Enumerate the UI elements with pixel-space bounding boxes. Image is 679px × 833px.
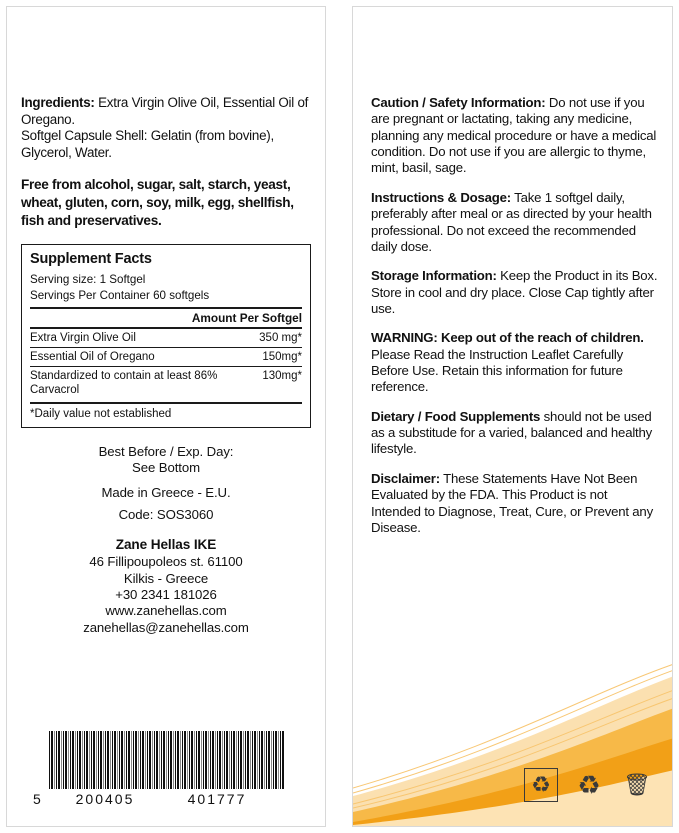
best-before-line1: Best Before / Exp. Day:	[98, 443, 234, 459]
tidyman-glyph: 🗑	[623, 772, 651, 797]
company-phone: +30 2341 181026	[115, 586, 217, 602]
disclaimer-section	[371, 471, 658, 536]
supplement-facts-title: Supplement Facts	[30, 251, 152, 268]
nutrient-name: Standardized to contain at least 86% Carvacrol	[30, 370, 218, 397]
company-city: Kilkis - Greece	[123, 570, 209, 586]
supplement-facts-table	[21, 244, 311, 427]
company-name: Zane Hellas IKE	[115, 537, 217, 553]
barcode-block	[33, 731, 299, 808]
best-before-line2: See Bottom	[132, 460, 200, 476]
dietary-body: should not be used as a substitude for a varied, balanced and healthy lifestyle.	[371, 408, 653, 457]
storage-body: Keep the Product in its Box. Store in cool and dry place. Close Cap tightly after use.	[371, 268, 658, 316]
right-panel	[352, 6, 673, 827]
table-row	[30, 347, 302, 366]
serving-size: Serving size: 1 Softgel	[30, 273, 146, 287]
table-row	[30, 366, 302, 400]
free-from-text: Free from alcohol, sugar, salt, starch, yeast, wheat, gluten, corn, soy, milk, egg, shellfish, fish and preservatives.	[21, 177, 294, 228]
best-before-block	[21, 444, 311, 523]
recycle-icon	[572, 768, 606, 802]
made-in-line: Made in Greece - E.U.	[101, 484, 231, 500]
dietary-heading: Dietary / Food Supplements	[371, 408, 541, 424]
instructions-heading: Instructions & Dosage:	[371, 189, 511, 205]
left-panel	[6, 6, 326, 827]
ingredients-label: Ingredients:	[21, 95, 95, 110]
product-code: Code: SOS3060	[118, 506, 214, 522]
green-dot-recycling-icon	[524, 768, 558, 802]
nutrient-name: Essential Oil of Oregano	[30, 350, 155, 363]
company-address: 46 Fillipoupoleos st. 61100	[89, 554, 243, 570]
nutrient-amount: 150mg*	[262, 350, 302, 363]
right-panel-content	[371, 95, 658, 549]
nutrient-amount: 130mg*	[262, 370, 302, 383]
barcode-left-group: 200405	[75, 790, 135, 807]
servings-per-container: Servings Per Container 60 softgels	[30, 288, 210, 302]
ingredients-line2: Softgel Capsule Shell: Gelatin (from bovine), Glycerol, Water.	[21, 128, 274, 160]
nutrient-name: Extra Virgin Olive Oil	[30, 331, 136, 344]
decorative-swoosh	[353, 646, 672, 826]
ingredients-block	[21, 95, 311, 161]
storage-section	[371, 268, 658, 317]
disclaimer-heading: Disclaimer:	[371, 470, 440, 486]
company-block	[21, 537, 311, 636]
disclaimer-body: These Statements Have Not Been Evaluated by the FDA. This Product is not Intended to Diagnose, Treat, Cure, or Prevent any Disease.	[371, 470, 653, 535]
instructions-section	[371, 190, 658, 255]
table-rule-top	[30, 307, 302, 309]
compliance-icons	[524, 768, 654, 802]
caution-section	[371, 95, 658, 177]
barcode-digits	[33, 791, 299, 808]
company-website: www.zanehellas.com	[105, 603, 227, 619]
daily-value-footnote: *Daily value not established	[30, 402, 302, 421]
barcode-image	[49, 731, 285, 789]
ingredients-text: Extra Virgin Olive Oil, Essential Oil of Oregano.	[21, 95, 309, 127]
recycle-glyph: ♻	[577, 770, 601, 800]
storage-heading: Storage Information:	[371, 268, 497, 284]
nutrient-amount: 350 mg*	[259, 331, 302, 344]
warning-body: Please Read the Instruction Leaflet Carefully Before Use. Retain this information for future reference.	[371, 346, 623, 395]
caution-body: Do not use if you are pregnant or lactating, taking any medicine, planning any medical procedure or have a medical condition. Do not use if you are allergic to thyme, mint, basil, sage.	[371, 95, 657, 176]
warning-section	[371, 330, 658, 395]
company-email: zanehellas@zanehellas.com	[83, 619, 249, 635]
barcode-right-group: 401777	[187, 790, 247, 807]
amount-per-softgel-header: Amount Per Softgel	[191, 311, 302, 326]
warning-heading: WARNING: Keep out of the reach of children.	[371, 330, 644, 346]
green-dot-glyph: ♻	[531, 772, 551, 797]
left-panel-content	[21, 95, 311, 636]
instructions-body: Take 1 softgel daily, preferably after meal or as directed by your health professional. Do not exceed the recommended daily dose.	[371, 189, 652, 254]
table-row	[30, 327, 302, 347]
dietary-section	[371, 409, 658, 458]
caution-heading: Caution / Safety Information:	[371, 95, 546, 110]
barcode-first-digit: 5	[33, 790, 43, 807]
tidyman-bin-icon	[620, 768, 654, 802]
